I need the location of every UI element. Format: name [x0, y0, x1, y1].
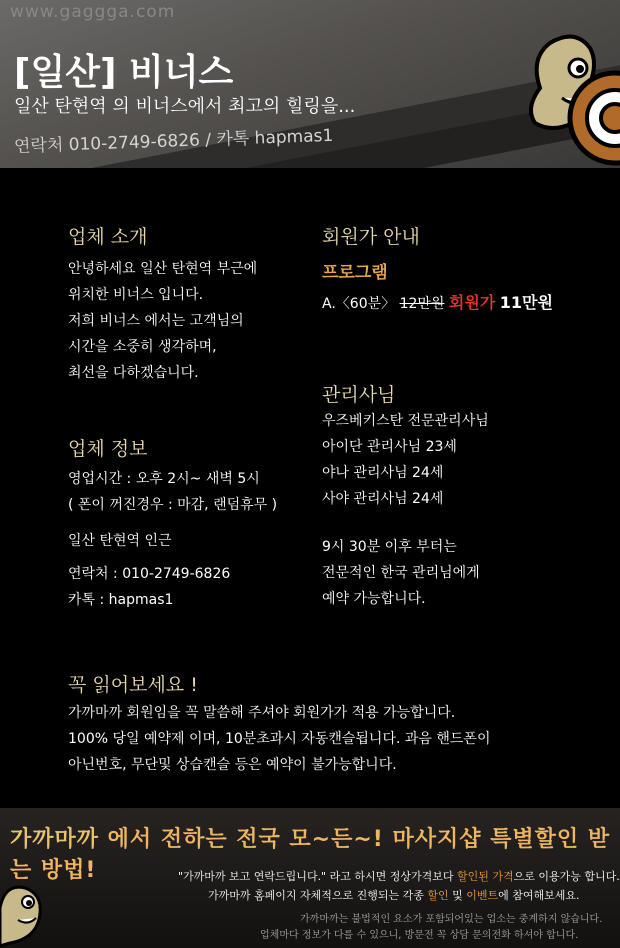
intro-line: 위치한 비너스 입니다. — [68, 287, 204, 303]
notice-line: 100% 당일 예약제 이며, 10분초과시 자동캔슬됩니다. 과음 핸드폰이 — [68, 731, 491, 747]
info-hours: 영업시간 : 오후 2시~ 새벽 5시 — [68, 471, 260, 487]
member-price: 11만원 — [499, 293, 553, 312]
staff-note-line: 예약 가능합니다. — [322, 591, 426, 607]
staff-note-line: 전문적인 한국 관리님에게 — [322, 565, 480, 581]
footer-highlight: 이벤트 — [466, 889, 499, 902]
staff-line: 우즈베키스탄 전문관리사님 — [322, 413, 489, 429]
intro-line: 안녕하세요 일산 탄현역 부근에 — [68, 261, 258, 277]
staff-line: 야나 관리사님 24세 — [322, 465, 444, 481]
notice-line: 아닌번호, 무단및 상습캔슬 등은 예약이 불가능합니다. — [68, 757, 397, 773]
price-row — [322, 290, 553, 313]
footer-disclaimer-1: 가까마까는 불법적인 요소가 포함되어있는 업소는 중계하지 않습니다. — [300, 914, 603, 925]
footer-text: 으로 이용가능 합니다. — [513, 870, 620, 883]
intro-text — [68, 256, 257, 386]
snail-mascot-icon — [520, 28, 620, 168]
notice-line: 가까마까 회원임을 꼭 말씀해 주셔야 회원가가 적용 가능합니다. — [68, 705, 456, 721]
member-price-label: 회원가 — [448, 293, 496, 312]
staff-line: 사야 관리사님 24세 — [322, 491, 444, 507]
footer-line-1 — [178, 868, 620, 884]
footer-text: 에 참여해보세요. — [498, 889, 580, 902]
shop-subtitle: 일산 탄현역 의 비너스에서 최고의 힐링을... — [14, 96, 356, 117]
staff-line: 아이단 관리사님 23세 — [322, 439, 457, 455]
header-banner — [0, 0, 620, 168]
intro-line: 최선을 다하겠습니다. — [68, 365, 199, 381]
snail-mascot-icon — [0, 868, 62, 948]
notice-text — [68, 700, 490, 778]
program-label: 프로그램 — [322, 263, 388, 283]
footer-line-2 — [208, 887, 580, 903]
intro-heading: 업체 소개 — [68, 226, 148, 248]
shop-title: [일산] 비너스 — [14, 52, 234, 93]
footer-slogan-text: 에서 전하는 전국 모~든~! 마사지샵 특별할인 받는 방법! — [10, 827, 611, 883]
intro-line: 저희 비너스 에서는 고객님의 — [68, 313, 244, 329]
info-heading: 업체 정보 — [68, 438, 148, 460]
intro-line: 시간을 소중히 생각하며, — [68, 339, 217, 355]
site-watermark: www.gaggga.com — [10, 2, 176, 22]
old-price: 12만원 — [399, 296, 445, 312]
staff-heading: 관리사님 — [322, 384, 396, 406]
course-name: A.〈60분〉 — [322, 296, 396, 312]
info-hours-note: ( 폰이 꺼진경우 : 마감, 랜덤휴무 ) — [68, 497, 278, 513]
header-contact: 연락처 010-2749-6826 / 카톡 hapmas1 — [13, 125, 334, 157]
footer-disclaimer-2: 업체마다 정보가 다를 수 있으니, 방문전 꼭 상담 문의전화 하셔야 합니다. — [260, 930, 579, 941]
notice-heading: 꼭 읽어보세요 ! — [68, 674, 198, 696]
footer-brand: 가까마까 — [10, 827, 100, 852]
info-location: 일산 탄현역 인근 — [68, 533, 172, 549]
info-phone: 연락처 : 010-2749-6826 — [68, 566, 231, 582]
staff-note — [322, 534, 480, 612]
footer-text: "가까마까 보고 연락드립니다." 라고 하시면 정상가격보다 — [178, 870, 457, 883]
footer-highlight: 할인된 가격 — [457, 870, 514, 883]
staff-note-line: 9시 30분 이후 부터는 — [322, 539, 457, 555]
footer-text: 가까마까 홈페이지 자체적으로 진행되는 각종 — [208, 889, 428, 902]
footer-highlight: 할인 — [427, 889, 449, 902]
footer-text: 및 — [448, 889, 467, 902]
info-kakao: 카톡 : hapmas1 — [68, 592, 174, 608]
staff-list — [322, 408, 489, 512]
member-heading: 회원가 안내 — [322, 226, 420, 248]
